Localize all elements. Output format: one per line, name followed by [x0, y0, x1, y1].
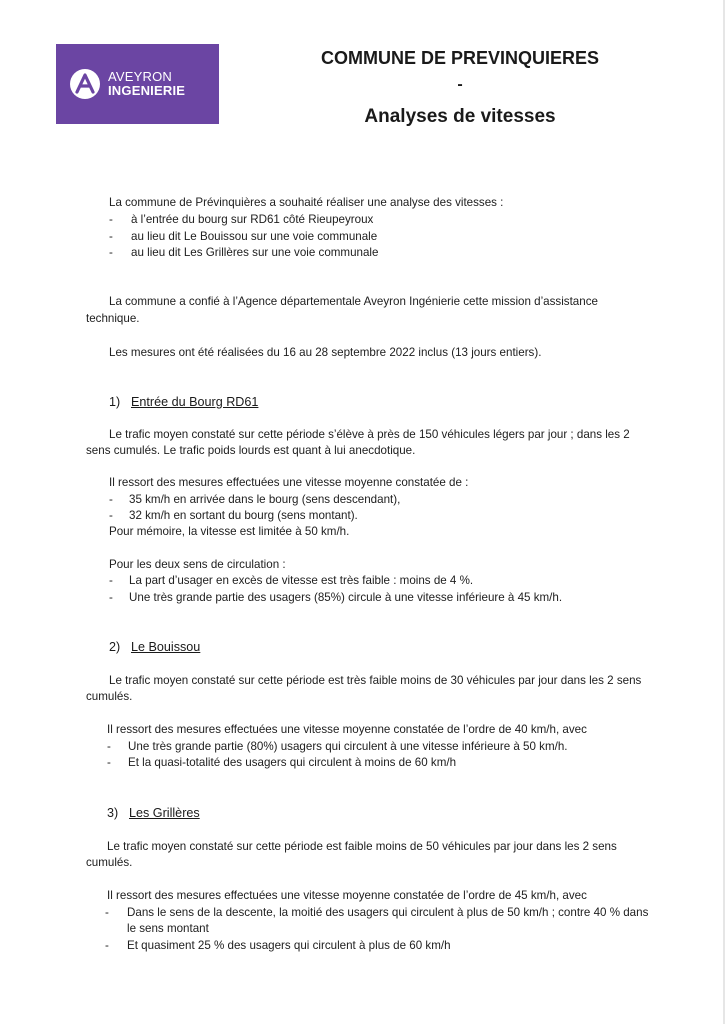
section-2-speed-lead: Il ressort des mesures effectuées une vitesse moyenne constatée de l’ordre de 40 km/h, avec — [107, 723, 587, 736]
section-3-speed-item-2: Et quasiment 25 % des usagers qui circulent à plus de 60 km/h — [127, 939, 451, 952]
section-1-number: 1) — [109, 395, 121, 409]
intro-item-3: au lieu dit Les Grillères sur une voie communale — [131, 246, 379, 259]
mission-line-2: technique. — [86, 312, 140, 325]
section-2-number: 2) — [109, 640, 121, 654]
bullet-dash: - — [109, 246, 113, 259]
section-1-heading — [109, 394, 258, 410]
section-2-speed-item-1: Une très grande partie (80%) usagers qui circulent à une vitesse inférieure à 50 km/h. — [128, 740, 568, 753]
section-1-memo: Pour mémoire, la vitesse est limitée à 50 km/h. — [109, 525, 350, 538]
section-1-speed-lead: Il ressort des mesures effectuées une vitesse moyenne constatée de : — [109, 476, 469, 489]
measure-dates: Les mesures ont été réalisées du 16 au 28 septembre 2022 inclus (13 jours entiers). — [109, 346, 542, 359]
document-title: COMMUNE DE PREVINQUIERES — [320, 48, 600, 68]
intro-item-2: au lieu dit Le Bouissou sur une voie communale — [131, 230, 378, 243]
section-1-speed-item-1: 35 km/h en arrivée dans le bourg (sens descendant), — [129, 493, 401, 506]
bullet-dash: - — [109, 509, 113, 522]
aveyron-ingenierie-logo — [56, 44, 219, 124]
intro-lead: La commune de Prévinquières a souhaité réaliser une analyse des vitesses : — [109, 196, 504, 209]
bullet-dash: - — [109, 574, 113, 587]
section-1-both-item-1: La part d’usager en excès de vitesse est très faible : moins de 4 %. — [129, 574, 474, 587]
section-2-title: Le Bouissou — [131, 640, 201, 654]
bullet-dash: - — [105, 906, 109, 919]
section-3-heading — [107, 805, 200, 821]
section-2-speed-item-2: Et la quasi-totalité des usagers qui circulent à moins de 60 km/h — [128, 756, 457, 769]
bullet-dash: - — [107, 756, 111, 769]
aveyron-a-logo-icon — [69, 68, 101, 100]
section-1-speed-item-2: 32 km/h en sortant du bourg (sens montant). — [129, 509, 358, 522]
bullet-dash: - — [109, 230, 113, 243]
bullet-dash: - — [109, 493, 113, 506]
mission-line-1: La commune a confié à l’Agence départementale Aveyron Ingénierie cette mission d’assistance — [109, 295, 598, 308]
bullet-dash: - — [105, 939, 109, 952]
document-subtitle: Analyses de vitesses — [364, 106, 556, 127]
section-1-traffic-line-2: sens cumulés. Le trafic poids lourds est quant à lui anecdotique. — [86, 444, 416, 457]
section-1-traffic-line-1: Le trafic moyen constaté sur cette période s’élève à près de 150 véhicules légers par jour ; dans les 2 — [109, 428, 630, 441]
intro-item-1: à l’entrée du bourg sur RD61 côté Rieupeyroux — [131, 213, 374, 226]
section-1-both-lead: Pour les deux sens de circulation : — [109, 558, 286, 571]
bullet-dash: - — [109, 591, 113, 604]
section-3-traffic-line-1: Le trafic moyen constaté sur cette période est faible moins de 50 véhicules par jour dans les 2 sens — [107, 840, 617, 853]
section-1-both-item-2: Une très grande partie des usagers (85%) circule à une vitesse inférieure à 45 km/h. — [129, 591, 563, 604]
section-3-speed-lead: Il ressort des mesures effectuées une vitesse moyenne constatée de l’ordre de 45 km/h, avec — [107, 889, 587, 902]
section-3-traffic-line-2: cumulés. — [86, 856, 133, 869]
section-3-title: Les Grillères — [129, 806, 200, 820]
logo-text — [108, 70, 185, 98]
section-3-speed-item-1: Dans le sens de la descente, la moitié des usagers qui circulent à plus de 50 km/h ; contre 40 % dans — [127, 906, 649, 919]
bullet-dash: - — [107, 740, 111, 753]
section-2-traffic-line-2: cumulés. — [86, 690, 133, 703]
section-3-number: 3) — [107, 806, 119, 820]
logo-line-2: INGENIERIE — [108, 83, 186, 98]
section-1-title: Entrée du Bourg RD61 — [131, 395, 259, 409]
logo-line-1: AVEYRON — [108, 69, 173, 84]
section-3-speed-item-1-continuation: le sens montant — [127, 922, 209, 935]
section-2-traffic-line-1: Le trafic moyen constaté sur cette période est très faible moins de 30 véhicules par jour dans les 2 sens — [109, 674, 642, 687]
title-separator: - — [457, 76, 463, 93]
bullet-dash: - — [109, 213, 113, 226]
section-2-heading — [109, 639, 200, 655]
